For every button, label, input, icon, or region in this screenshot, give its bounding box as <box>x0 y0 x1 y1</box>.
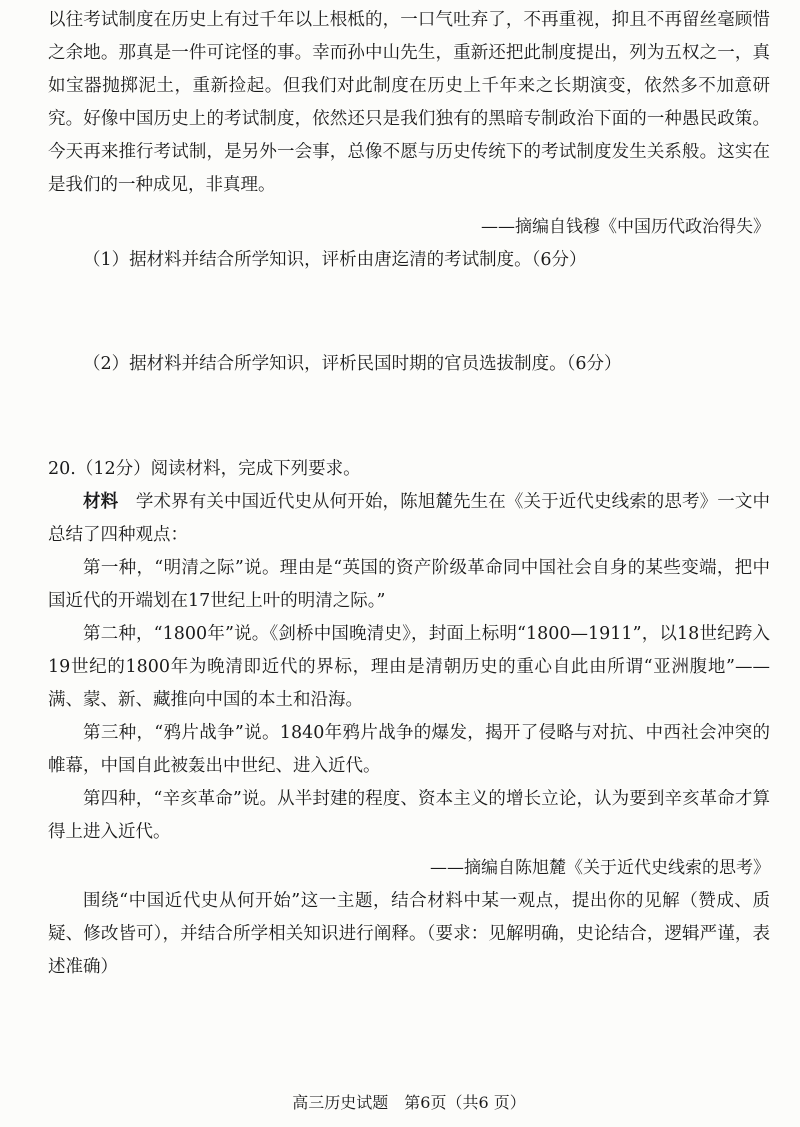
view-2: 第二种，“1800年”说。《剑桥中国晚清史》，封面上标明“1800—1911”，以18世纪跨入19世纪的1800年为晚清即近代的界标，理由是清朝历史的重心自此由所谓“亚洲腹地”——满、蒙、新、藏推向中国的本土和沿海。 <box>48 624 770 710</box>
page-footer: 高三历史试题 第6页（共6 页） <box>292 1093 526 1112</box>
question-19-1: （1）据材料并结合所学知识，评析由唐迄清的考试制度。（6分） <box>83 250 587 270</box>
question-20-material <box>48 486 770 552</box>
view-3: 第三种，“鸦片战争”说。1840年鸦片战争的爆发，揭开了侵略与对抗、中西社会冲突的帷幕，中国自此被轰出中世纪、进入近代。 <box>48 723 770 776</box>
material-source: ——摘编自钱穆《中国历代政治得失》 <box>481 217 770 237</box>
material-intro: 学术界有关中国近代史从何开始，陈旭麓先生在《关于近代史线索的思考》一文中总结了四种观点： <box>48 492 771 545</box>
question-19-2: （2）据材料并结合所学知识，评析民国时期的官员选拔制度。（6分） <box>83 354 622 374</box>
question-20-task: 围绕“中国近代史从何开始”这一主题，结合材料中某一观点，提出你的见解（赞成、质疑、修改皆可），并结合所学相关知识进行阐释。（要求：见解明确，史论结合，逻辑严谨，表述准确） <box>48 891 770 977</box>
view-4: 第四种，“辛亥革命”说。从半封建的程度、资本主义的增长立论，认为要到辛亥革命才算得上进入近代。 <box>48 789 770 842</box>
question-20-header: 20.（12分）阅读材料，完成下列要求。 <box>48 459 361 479</box>
material-paragraph: 以往考试制度在历史上有过千年以上根柢的，一口气吐弃了，不再重视，抑且不再留丝毫顾惜之余地。那真是一件可诧怪的事。幸而孙中山先生，重新还把此制度提出，列为五权之一，真如宝器抛掷泥土，重新捡起。但我们对此制度在历史上千年来之长期演变，依然多不加意研究。好像中国历史上的考试制度，依然还只是我们独有的黑暗专制政治下面的一种愚民政策。今天再来推行考试制，是另外一会事，总像不愿与历史传统下的考试制度发生关系般。这实在是我们的一种成见，非真理。 <box>48 10 770 195</box>
view-1: 第一种，“明清之际”说。理由是“英国的资产阶级革命同中国社会自身的某些变端，把中国近代的开端划在17世纪上叶的明清之际。” <box>48 558 770 611</box>
material-label: 材料 <box>83 492 119 512</box>
material-source-2: ——摘编自陈旭麓《关于近代史线索的思考》 <box>430 858 770 878</box>
exam-page <box>48 0 770 1127</box>
